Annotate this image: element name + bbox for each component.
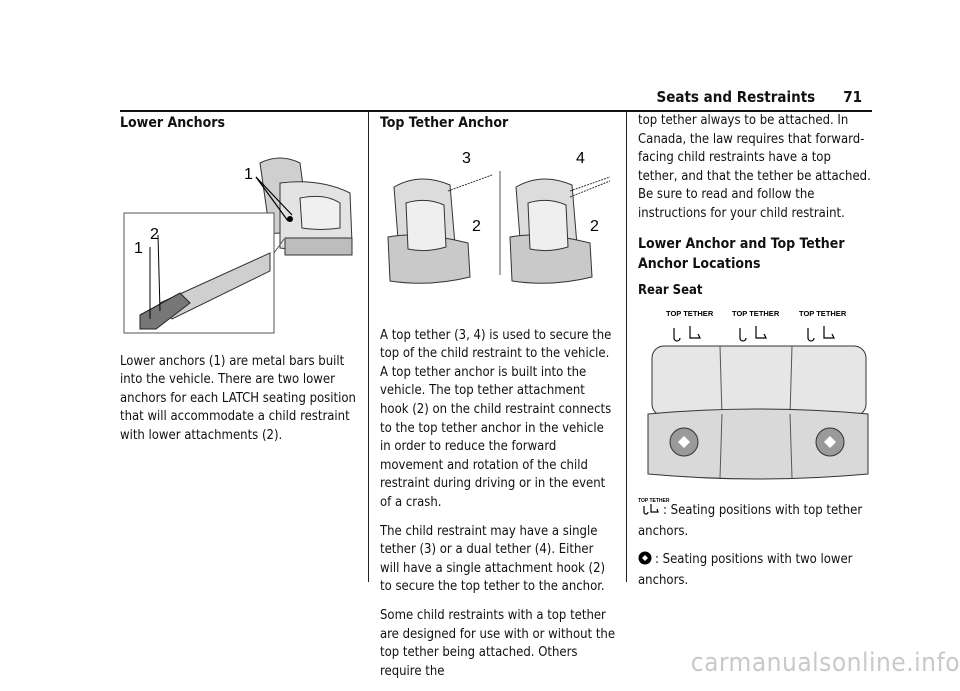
top-tether-label-right: TOP TETHER <box>799 309 847 319</box>
page-number: 71 <box>843 88 862 106</box>
col3-continued-text: top tether always to be attached. In Canada, the law requires that forward-facing child restraints have a top tether, and that the tether be attached. Be sure to read and follow the instructions for your child restraint. <box>638 113 871 221</box>
legend-top-tether <box>638 496 874 541</box>
legend-lower-anchors <box>638 551 874 590</box>
top-tether-illustration <box>380 147 616 297</box>
lower-anchor-figure <box>120 143 356 343</box>
heading-anchor-locations: Lower Anchor and Top Tether Anchor Locations <box>638 235 845 272</box>
heading-lower-anchors: Lower Anchors <box>120 115 225 131</box>
column-divider <box>368 112 369 582</box>
lower-anchor-icon <box>638 551 652 572</box>
top-tether-para-1: A top tether (3, 4) is used to secure the top of the child restraint to the vehicle. A top tether anchor is built into the vehicle. The top tether attachment hook (2) on the child restraint connects to the top tether anchor in the vehicle in order to reduce the forward movement and rotation of the child restraint during driving or in the event of a crash. <box>380 327 612 510</box>
top-tether-icon <box>638 496 670 523</box>
svg-text:TOP TETHER: TOP TETHER <box>638 498 670 505</box>
figure-label-1-top: 1 <box>244 165 253 183</box>
figure-label-2-right: 2 <box>590 217 599 235</box>
figure-label-2: 2 <box>150 225 159 243</box>
column-divider <box>626 112 627 582</box>
column-1 <box>120 112 356 456</box>
heading-top-tether-anchor: Top Tether Anchor <box>380 115 509 131</box>
top-tether-para-3: Some child restraints with a top tether are designed for use with or without the top tether being attached. Others require the <box>380 607 616 679</box>
top-tether-figure <box>380 147 616 327</box>
figure-label-1-inset: 1 <box>134 239 143 257</box>
subheading-rear-seat: Rear Seat <box>638 282 703 298</box>
figure-label-4: 4 <box>576 149 585 167</box>
column-3 <box>638 112 874 601</box>
section-title: Seats and Restraints <box>656 88 816 106</box>
legend-top-tether-text: : Seating positions with top tether anchors. <box>638 503 863 539</box>
watermark: carmanualsonline.info <box>690 648 960 678</box>
lower-anchors-body: Lower anchors (1) are metal bars built into the vehicle. There are two lower anchors for each LATCH seating position that will accommodate a child restraint with lower attachments (2). <box>120 353 356 443</box>
page-header <box>656 88 862 106</box>
top-tether-para-2: The child restraint may have a single tether (3) or a dual tether (4). Either will have a single attachment hook (2) to secure the top tether to the anchor. <box>380 523 606 595</box>
legend-lower-anchors-text: : Seating positions with two lower anchors. <box>638 552 853 588</box>
rear-seat-figure <box>638 306 874 494</box>
figure-label-2-left: 2 <box>472 217 481 235</box>
lower-anchor-illustration <box>120 143 356 339</box>
top-tether-label-left: TOP TETHER <box>666 309 714 319</box>
rear-seat-illustration <box>638 306 874 492</box>
top-tether-label-center: TOP TETHER <box>732 309 780 319</box>
column-2 <box>380 112 616 691</box>
figure-label-3: 3 <box>462 149 471 167</box>
